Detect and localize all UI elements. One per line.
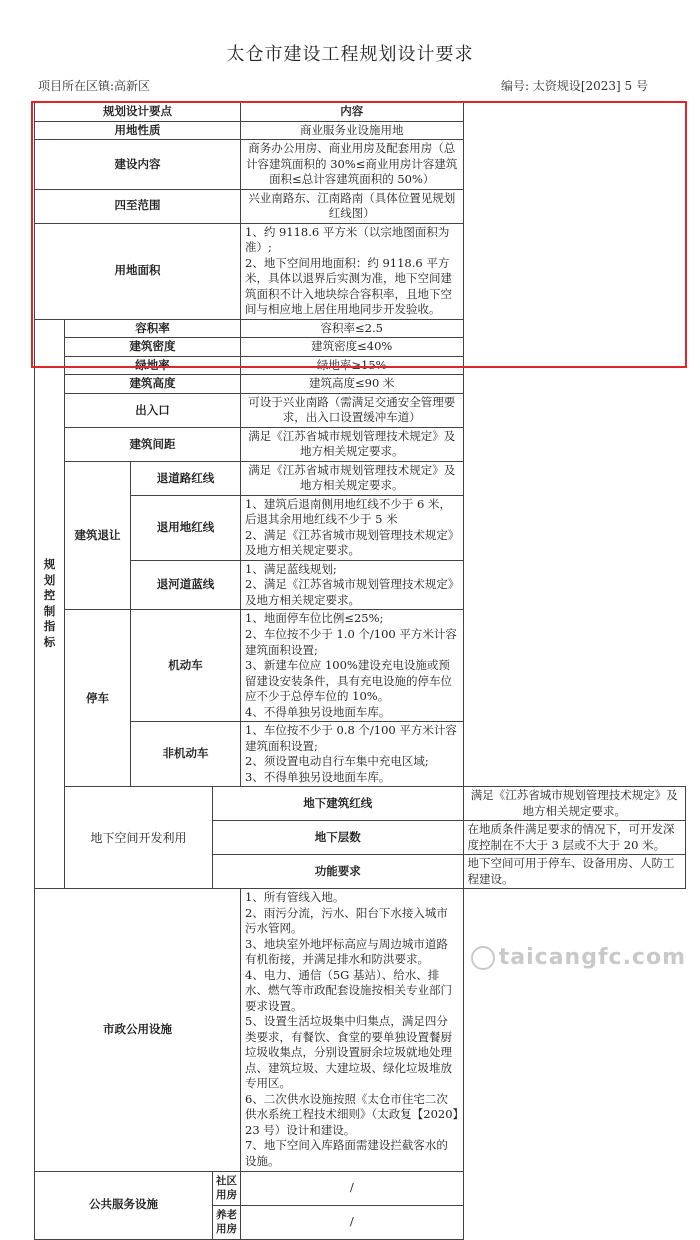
table-row xyxy=(35,121,686,140)
parking-label: 停车 xyxy=(65,610,131,787)
green-label: 绿地率 xyxy=(65,356,241,375)
far-label: 容积率 xyxy=(65,319,241,338)
table-row xyxy=(35,189,686,223)
municipal-line-7: 7、地下空间入库路面需建设拦截客水的设施。 xyxy=(245,1138,448,1168)
municipal-value xyxy=(241,889,464,1171)
ug-function-value: 地下空间可用于停车、设备用房、人防工程建设。 xyxy=(463,855,686,889)
land-area-line-2: 2、地下空间用地面积：约 9118.6 平方米，具体以退界后实测为准，地下空间建筑面积不计入地块综合容积率，且地下空间与相应地上居住用地同步开发验收。 xyxy=(245,255,452,317)
motor-line-1: 1、地面停车位比例≤25%; xyxy=(245,611,384,626)
municipal-line-3: 3、地块室外地坪标高应与周边城市道路有机衔接，并满足排水和防洪要求。 xyxy=(245,936,448,967)
nonmotor-line-2: 2、须设置电动自行车集中充电区域; xyxy=(245,754,429,769)
project-location: 项目所在区镇:高新区 xyxy=(38,79,151,93)
table-row xyxy=(35,375,686,394)
table-row xyxy=(35,356,686,375)
document-title: 太仓市建设工程规划设计要求 xyxy=(226,44,474,65)
table-row xyxy=(35,1171,686,1205)
access-value: 可设于兴业南路（需满足交通安全管理要求，出入口设置缓冲车道） xyxy=(241,393,464,427)
land-area-line-1: 1、约 9118.6 平方米（以宗地图面积为准）; xyxy=(245,224,450,255)
underground-label: 地下空间开发利用 xyxy=(65,787,213,889)
col-header-item: 规划设计要点 xyxy=(35,103,241,122)
elderly-label: 养老用房 xyxy=(213,1205,241,1239)
ug-floors-value: 在地质条件满足要求的情况下，可开发深度控制在不大于 3 层或不大于 20 米。 xyxy=(463,821,686,855)
access-label: 出入口 xyxy=(65,393,241,427)
land-use-label: 用地性质 xyxy=(35,121,241,140)
table-row xyxy=(35,427,686,461)
table-row xyxy=(35,610,686,722)
setback-label: 建筑退让 xyxy=(65,461,131,610)
ug-floors-label: 地下层数 xyxy=(213,821,464,855)
municipal-label: 市政公用设施 xyxy=(35,889,241,1171)
table-row xyxy=(35,338,686,357)
build-content-label: 建设内容 xyxy=(35,140,241,190)
watermark: taicangfc.com xyxy=(471,945,686,970)
boundary-value: 兴业南路东、江南路南（具体位置见规划红线图） xyxy=(241,189,464,223)
community-value: / xyxy=(241,1171,464,1205)
setback-land-label: 退用地红线 xyxy=(131,495,241,560)
table-row xyxy=(35,495,686,560)
setback-road-label: 退道路红线 xyxy=(131,461,241,495)
table-row xyxy=(35,787,686,821)
spacing-value: 满足《江苏省城市规划管理技术规定》及地方相关规定要求。 xyxy=(241,427,464,461)
watermark-logo-icon xyxy=(471,946,495,970)
setback-river-line-2: 2、满足《江苏省城市规划管理技术规定》及地方相关规定要求。 xyxy=(245,577,454,607)
table-row xyxy=(35,140,686,190)
motor-line-4: 4、不得单独另设地面车库。 xyxy=(245,704,391,719)
motor-line-2: 2、车位按不少于 1.0 个/100 平方米计容建筑面积设置; xyxy=(245,626,457,657)
nonmotor-line-1: 1、车位按不少于 0.8 个/100 平方米计容建筑面积设置; xyxy=(245,723,457,753)
table-row xyxy=(35,223,686,319)
table-row xyxy=(35,889,686,1171)
col-header-content: 内容 xyxy=(241,103,464,122)
municipal-line-5: 5、设置生活垃圾集中归集点，满足四分类要求，有餐饮、食堂的要单独设置餐厨垃圾收集点，分别设置厨余垃圾就地处理点、建筑垃圾、大建垃圾、绿化垃圾堆放专用区。 xyxy=(245,1014,452,1091)
ug-redline-value: 满足《江苏省城市规划管理技术规定》及地方相关规定要求。 xyxy=(463,787,686,821)
setback-land-value xyxy=(241,495,464,560)
table-row xyxy=(35,722,686,787)
setback-land-line-1: 1、建筑后退南侧用地红线不少于 6 米，后退其余用地红线不少于 5 米 xyxy=(245,496,451,527)
far-value: 容积率≤2.5 xyxy=(241,319,464,338)
build-content-value: 商务办公用房、商业用房及配套用房（总计容建筑面积的 30%≤商业用房计容建筑面积≤总计容建筑面积的 50%） xyxy=(241,140,464,190)
municipal-line-6: 6、二次供水设施按照《太仓市住宅二次供水系统工程技术细则》（太政复【2020】23 号）设计和建设。 xyxy=(245,1091,459,1137)
land-area-label: 用地面积 xyxy=(35,223,241,319)
nonmotor-line-3: 3、不得单独另设地面车库。 xyxy=(245,769,391,784)
motor-line-3: 3、新建车位应 100%建设充电设施或预留建设安装条件，具有充电设施的停车位应不少于总停车位的 10%。 xyxy=(245,658,452,704)
green-value: 绿地率≥15% xyxy=(241,356,464,375)
setback-river-line-1: 1、满足蓝线规划; xyxy=(245,561,337,576)
nonmotor-label: 非机动车 xyxy=(131,722,241,787)
density-label: 建筑密度 xyxy=(65,338,241,357)
setback-river-label: 退河道蓝线 xyxy=(131,560,241,610)
setback-road-value: 满足《江苏省城市规划管理技术规定》及地方相关规定要求。 xyxy=(241,461,464,495)
planning-requirements-table xyxy=(34,102,686,1240)
nonmotor-value xyxy=(241,722,464,787)
control-indicators-label: 规 划 控 制 指 标 xyxy=(35,319,65,889)
table-row xyxy=(35,461,686,495)
boundary-label: 四至范围 xyxy=(35,189,241,223)
motor-value xyxy=(241,610,464,722)
ug-function-label: 功能要求 xyxy=(213,855,464,889)
land-use-value: 商业服务业设施用地 xyxy=(241,121,464,140)
municipal-line-2: 2、雨污分流，污水、阳台下水接入城市污水管网。 xyxy=(245,905,448,936)
elderly-value: / xyxy=(241,1205,464,1239)
height-value: 建筑高度≤90 米 xyxy=(241,375,464,394)
header-row xyxy=(35,103,686,122)
spacing-label: 建筑间距 xyxy=(65,427,241,461)
table-row xyxy=(35,560,686,610)
setback-land-line-2: 2、满足《江苏省城市规划管理技术规定》及地方相关规定要求。 xyxy=(245,527,454,558)
document-number: 编号: 太资规设[2023] 5 号 xyxy=(500,79,648,93)
municipal-line-4: 4、电力、通信（5G 基站）、给水、排水、燃气等市政配套设施按相关专业部门要求设置。 xyxy=(245,967,452,1013)
setback-river-value xyxy=(241,560,464,610)
density-value: 建筑密度≤40% xyxy=(241,338,464,357)
community-label: 社区用房 xyxy=(213,1171,241,1205)
land-area-value xyxy=(241,223,464,319)
height-label: 建筑高度 xyxy=(65,375,241,394)
motor-label: 机动车 xyxy=(131,610,241,722)
table-row xyxy=(35,393,686,427)
municipal-line-1: 1、所有管线入地。 xyxy=(245,890,345,905)
public-services-label: 公共服务设施 xyxy=(35,1171,213,1239)
table-row xyxy=(35,319,686,338)
ug-redline-label: 地下建筑红线 xyxy=(213,787,464,821)
